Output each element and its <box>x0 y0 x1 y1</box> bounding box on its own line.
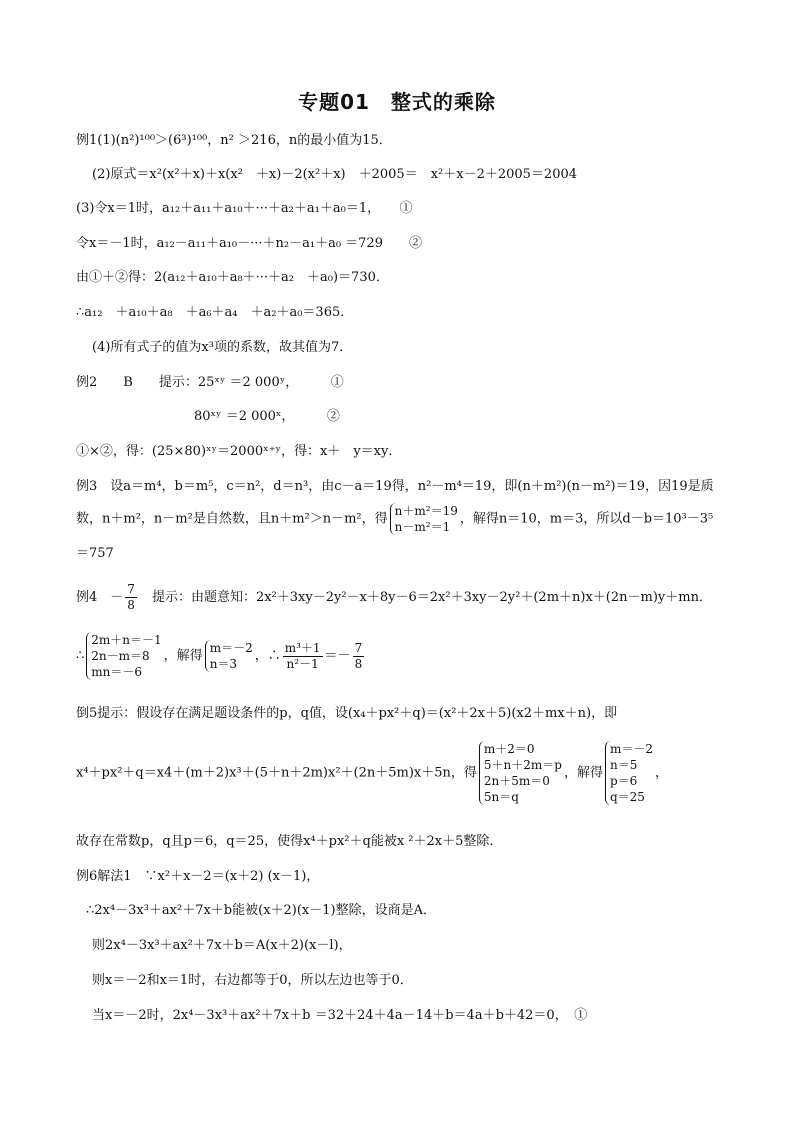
ex3-eq-1: n＋m²＝19 <box>394 504 458 518</box>
ex5-expansion: x⁴＋px²＋q＝x4＋(m＋2)x³＋(5＋n＋2m)x²＋(2n＋5m)x＋5n，得 <box>76 765 477 781</box>
ex4-answer-den: 8 <box>127 598 135 612</box>
ex2-line-1: 例2 B 提示：25ˣʸ ＝2 000ʸ， ① <box>76 375 344 390</box>
ex1-line-2: (2)原式＝x²(x²＋x)＋x(x² ＋x)－2(x²＋x) ＋2005＝ x²＋x－2＋2005＝2004 <box>92 167 578 182</box>
ex4-sol-1: m＝－2 <box>209 641 253 655</box>
ex4-eq-1: 2m＋n＝－1 <box>91 633 162 647</box>
ex4-result-fraction <box>353 641 365 672</box>
ex4-hint: 提示：由题意知：2x²＋3xy－2y²－x＋8y－6＝2x²＋3xy－2y²＋(2m＋n)x＋(2n－m)y＋mn． <box>151 590 712 605</box>
ex3-eq-2: n－m²＝1 <box>394 520 451 534</box>
ex5-eq-3: 2n＋5m＝0 <box>483 774 550 788</box>
ex1-line-6: ∴a₁₂ ＋a₁₀＋a₈ ＋a₆＋a₄ ＋a₂＋a₀＝365． <box>76 305 354 320</box>
ex4-eq-2: 2n－m＝8 <box>91 649 150 663</box>
ex4-equation-system <box>86 632 161 680</box>
ex4-answer-fraction <box>125 582 137 613</box>
ex5-sol-2: n＝5 <box>609 758 638 772</box>
ex5-solve-text: ，解得 <box>563 765 603 781</box>
ex1-line-1: 例1(1)(n²)¹⁰⁰＞(6³)¹⁰⁰，n² ＞216，n的最小值为15． <box>76 133 392 148</box>
ex4-line-1: 例4 － $\frac{7}{8}$ 提示：由题意知：2x²＋3xy－2y²－x＋8y－6＝2x²＋3xy－2y²＋(2m＋n)x＋(2n－m)y＋mn． <box>76 582 712 612</box>
ex4-eq-3: mn＝－6 <box>91 665 143 679</box>
ex5-sol-3: p＝6 <box>609 774 638 788</box>
ex2-line-3: ①×②，得：(25×80)ˣʸ＝2000ˣ⁺ʸ，得：x＋ y＝xy． <box>76 444 402 459</box>
page-title: 专题01 整式的乘除 <box>298 90 496 114</box>
ex5-line-3: 故存在常数p，q且p＝6，q＝25，使得x⁴＋px²＋q能被x ²＋2x＋5整除． <box>76 834 503 849</box>
ex6-line-2: ∴2x⁴－3x³＋ax²＋7x＋b能被(x＋2)(x－1)整除，设商是A． <box>86 903 436 918</box>
ex3-line-2 <box>76 503 713 535</box>
ex4-answer-num: 7 <box>127 582 135 596</box>
ex4-label: 例4 <box>76 590 98 605</box>
ex5-eq-4: 5n＝q <box>483 790 519 804</box>
ex5-eq-2: 5＋n＋2m＝p <box>483 758 562 772</box>
ex4-frac-den: n²－1 <box>286 656 319 671</box>
ex3-equation-system <box>390 503 458 535</box>
ex3-line-1: 例3 设a＝m⁴，b＝m⁵，c＝n²，d＝n³，由c－a＝19得，n²－m⁴＝19，即(n＋m²)(n－m²)＝19，因19是质 <box>76 479 714 494</box>
ex4-sol-2: n＝3 <box>209 657 238 671</box>
ex5-sol-4: q＝25 <box>609 790 645 804</box>
ex3-line-3: ＝757 <box>76 546 114 561</box>
ex3-line-2b: ，解得n＝10，m＝3，所以d－b＝10³－3⁵ <box>459 511 714 527</box>
ex5-line-2: x⁴＋px²＋q＝x4＋(m＋2)x³＋(5＋n＋2m)x²＋(2n＋5m)x＋5n，得 m＋2＝0 5＋n＋2m＝p 2n＋5m＝0 5n＝q ，解得 m＝－2 n＝5 p＝6 q＝25 ， <box>76 742 669 804</box>
ex1-line-4: 令x＝－1时，a₁₂－a₁₁＋a₁₀－···＋n₂－a₁＋a₀ ＝729 ② <box>76 236 422 251</box>
ex2-line-2: 80ˣʸ ＝2 000ˣ， ② <box>194 409 340 424</box>
ex5-solution-system <box>605 741 653 805</box>
ex6-line-5: 当x＝－2时，2x⁴－3x³＋ax²＋7x＋b ＝32＋24＋4a－14＋b＝4a＋b＋42＝0， ① <box>92 1008 588 1023</box>
ex5-line-1: 倒5提示：假设存在满足题设条件的p，q值，设(x₄＋px²＋q)＝(x²＋2x＋5)(x2＋mx＋n)，即 <box>76 706 618 721</box>
ex4-line-2: ∴ 2m＋n＝－1 2n－m＝8 mn＝－6 ，解得 m＝－2 n＝3 ，∴ $\frac{\text{m³＋1}}{\text{n²－1}}$ ＝－ $\frac{7}{8}$ <box>76 633 363 679</box>
ex4-res-den: 8 <box>354 656 363 671</box>
ex1-line-7: (4)所有式子的值为x³项的系数，故其值为7． <box>92 340 353 355</box>
ex6-line-3: 则2x⁴－3x³＋ax²＋7x＋b＝A(x＋2)(x－l)， <box>92 938 352 953</box>
ex4-expression-fraction <box>283 641 323 672</box>
ex4-solve-text: ，解得 <box>163 648 203 664</box>
ex5-eq-1: m＋2＝0 <box>483 742 535 756</box>
ex1-line-5: 由①＋②得：2(a₁₂＋a₁₀＋a₈＋···＋a₂ ＋a₀)＝730． <box>76 270 389 285</box>
ex1-line-3: (3)令x＝1时，a₁₂＋a₁₁＋a₁₀＋···＋a₂＋a₁＋a₀＝1， ① <box>76 201 413 216</box>
ex5-sol-1: m＝－2 <box>609 742 653 756</box>
ex4-res-num: 7 <box>354 640 363 655</box>
ex6-line-1: 例6解法1 ∵x²＋x－2＝(x＋2) (x－1)， <box>76 869 320 884</box>
ex5-equation-system <box>479 741 562 805</box>
ex4-frac-num: m³＋1 <box>284 640 321 655</box>
ex3-line-2a: 数，n＋m²，n－m²是自然数，且n＋m²＞n－m²，得 <box>76 511 388 527</box>
ex4-solution-system <box>205 640 253 672</box>
ex6-line-4: 则x＝－2和x＝1时，右边都等于0，所以左边也等于0． <box>92 973 413 988</box>
